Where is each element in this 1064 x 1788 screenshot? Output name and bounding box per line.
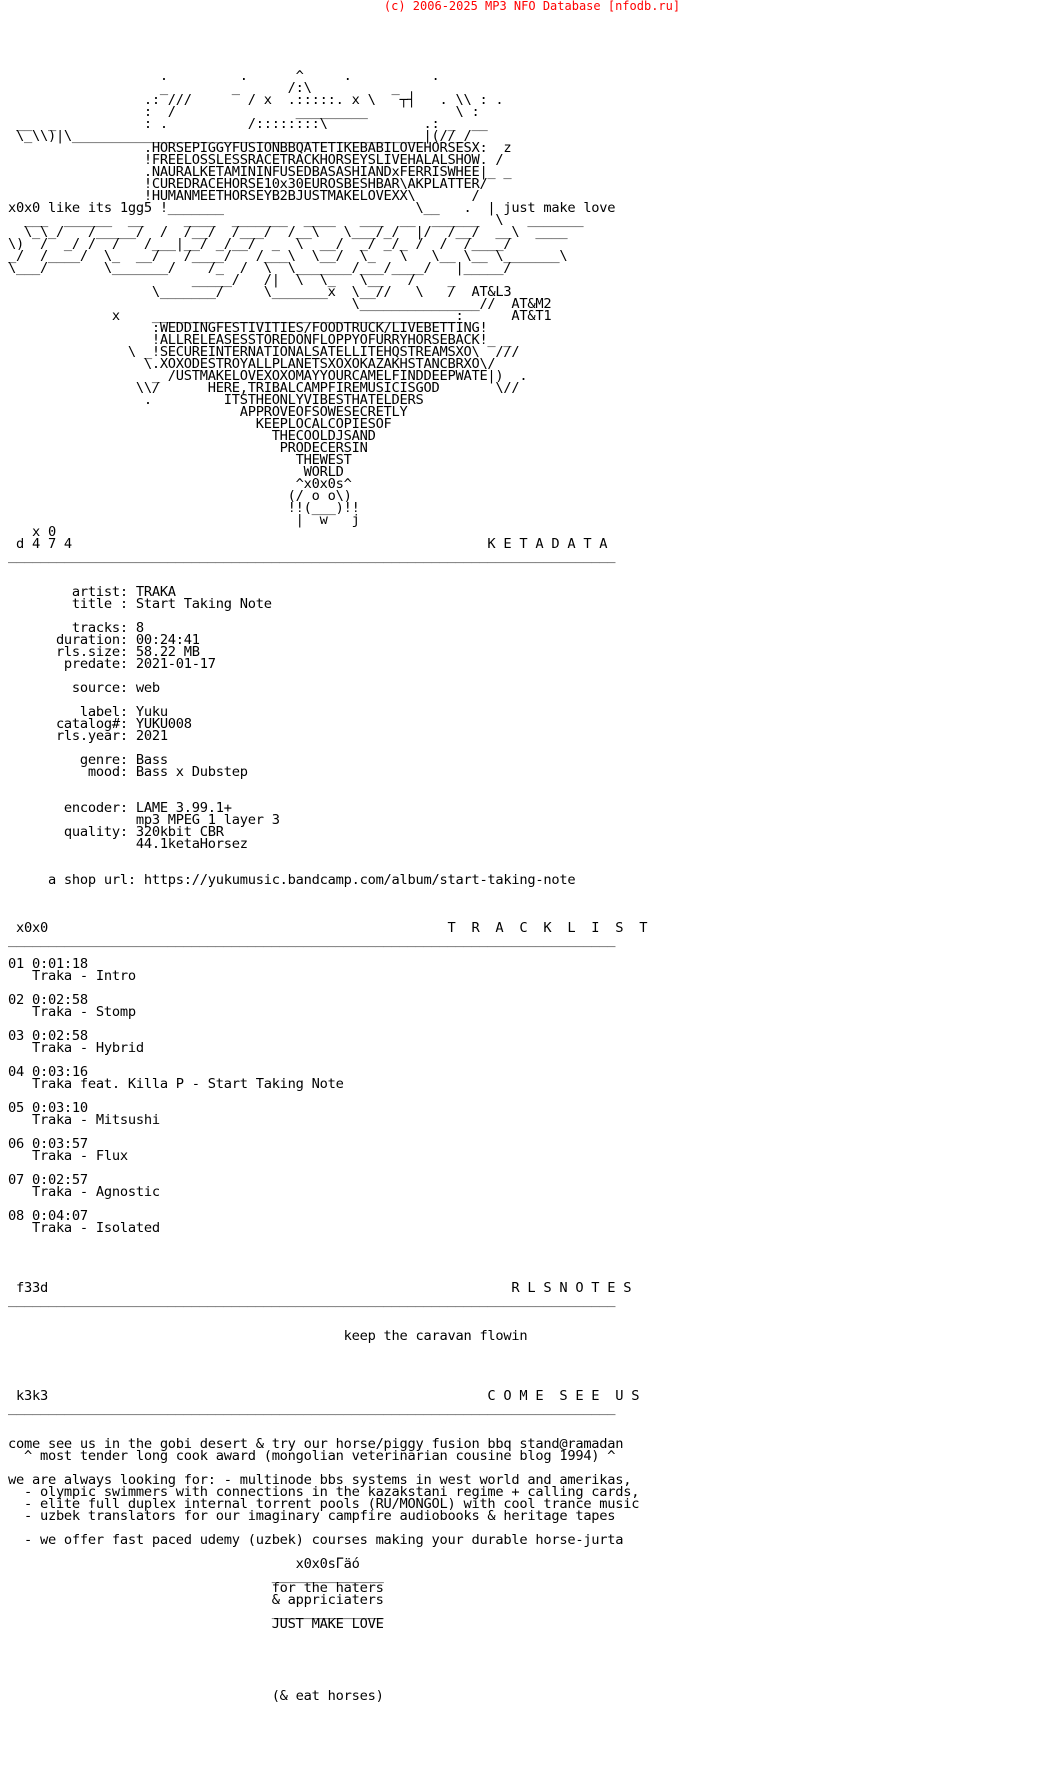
site-credit: (c) 2006-2025 MP3 NFO Database [nfodb.ru] (383, 0, 681, 13)
nfo-text-body: . . ^ . . _ _ /:\ _ .: /// / x .:::::. x \ ┬┤ . \\ : . : / _________ \ : __ _ : . /::::::::\ .: _ __ \_\\)|\____________________________________________|(//_/ .HORSEPIGGYFUSIONBBQATETIKEBABILOVEHORSESX: z !FREELOSSLESSRACETRACKHORSEYSLIVEHALALSHOW. / .NAURALKETAMININFUSEDBASASHIANDxFERRISWHEE|_ _ !CUREDRACEHORSE10x30EUROSBESHBAR\AKPLATTER/ !HUMANMEETHORSEYB2BJUSTMAKELOVEXX\ / x0x0 like its 1gg5 !_______ \__ . | just make love ___ ______ __ ____ _______ ____ ___ __ ______ \ _______ \_\_/ /_____/ / /__/ /___/ /__\ \___/_/ |/ /__/ __\ ____ \) / _/ / / /___|__/ _/__/ _ \ __/ _/ _/_ / / /____/ _/ /____/ \_ __/ /____/ /___\ \__/ \_ \ \__ \__ \_______\ \___/ \_______/ /_ / \ \_______/___/____/ |_____/ _____/ /| \ \_ \__ / _ \_______/ \_______x \__// \ / AT&L3 \_______________// AT&M2 x ______________________________________: AT&T1 :WEDDINGFESTIVITIES/FOODTRUCK/LIVEBETTING! !ALLRELEASESSTOREDONFLOPPYOFURRYHORSEBACK!_ _ \ _!SECUREINTERNATIONALSATELLITEHQSTREAMSXO\ /// \.XOXODESTROYALLPLANETSXOXOKAZAKHSTANCBRXO\/ _ /USTMAKELOVEXOXOMAYYOURCAMELFINDDEEPWATE|) . \\/ HERE,TRIBALCAMPFIREMUSICISGOD \// . ITSTHEONLYVIBESTHATELDERS APPROVEOFSOWESECRETLY KEEPLOCALCOPIESOF THECOOLDJSAND PRODECERSIN THEWEST WORLD ^x0x0s^ (/ o o\) !!(___)!! | w j x 0 d 4 7 4 K E T A D A T A ____________________________________________________________________________ artist: TRAKA title : Start Taking Note tracks: 8 duration: 00:24:41 rls.size: 58.22 MB predate: 2021-01-17 source: web label: Yuku catalog#: YUKU008 rls.year: 2021 genre: Bass mood: Bass x Dubstep encoder: LAME 3.99.1+ mp3 MPEG 1 layer 3 quality: 320kbit CBR 44.1ketaHorsez a shop url: https://yukumusic.bandcamp.com/album/start-taking-note x0x0 T R A C K L I S T ____________________________________________________________________________ 01 0:01:18 Traka - Intro 02 0:02:58 Traka - Stomp 03 0:02:58 Traka - Hybrid 04 0:03:16 Traka feat. Killa P - Start Taking Note 05 0:03:10 Traka - Mitsushi 06 0:03:57 Traka - Flux 07 0:02:57 Traka - Agnostic 08 0:04:07 Traka - Isolated f33d R L S N O T E S ____________________________________________________________________________ keep the caravan flowin k3k3 C O M E S E E U S ____________________________________________________________________________ come see us in the gobi desert & try our horse/piggy fusion bbq stand@ramadan ^ most tender long cook award (mongolian veterinarian cousine blog 1994) ^ we are always looking for: - multinode bbs systems in west world and amerikas, - olympic swimmers with connections in the kazakstani regime + calling cards, - elite full duplex internal torrent pools (RU/MONGOL) with cool trance music - uzbek translators for our imaginary campfire audiobooks & heritage tapes - we offer fast paced udemy (uzbek) courses making your durable horse-jurta x0x0sΓäó ______________ for the haters & appriciaters ______________ JUST MAKE LOVE (& eat horses) (8, 68, 648, 1704)
